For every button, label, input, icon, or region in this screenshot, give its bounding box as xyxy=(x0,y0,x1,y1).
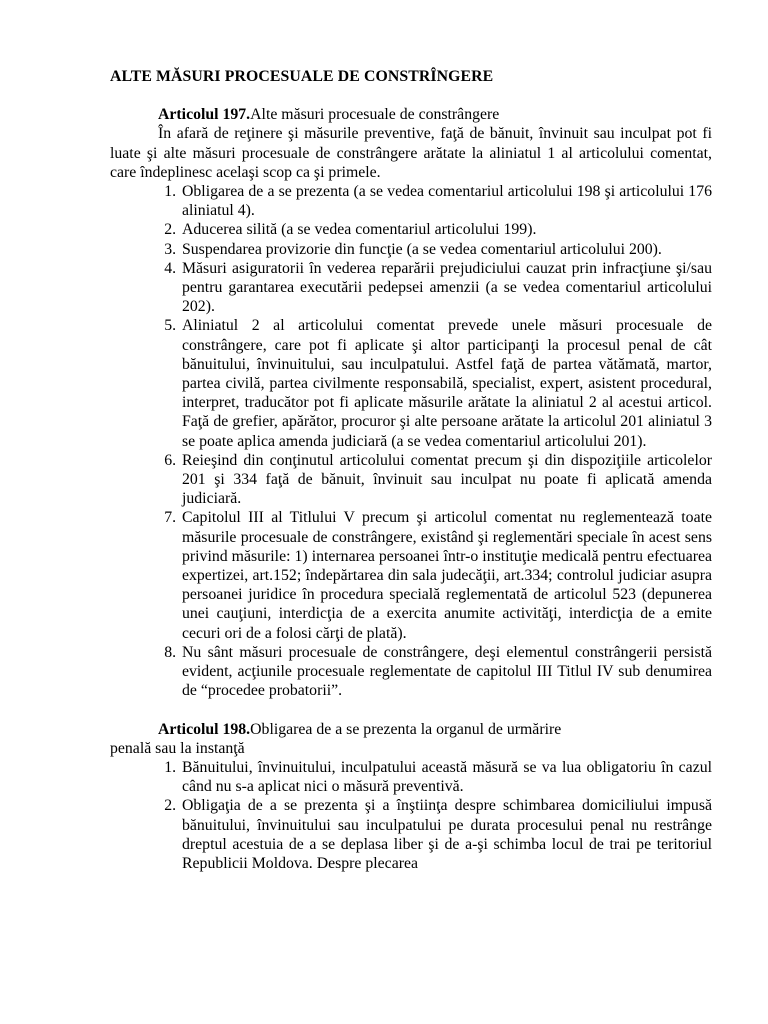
list-item: 4. Măsuri asiguratorii în vederea reparării prejudiciului cauzat prin infracţiune şi/sau pentru garantarea executării pedepsei amenzii (a se vedea comentariul articolului 202). xyxy=(180,259,712,317)
article-198-list xyxy=(110,758,712,873)
article-198-title-continuation: penală sau la instanţă xyxy=(110,739,245,757)
list-item: 1. Obligarea de a se prezenta (a se vedea comentariul articolului 198 şi articolului 176 aliniatul 4). xyxy=(180,182,712,220)
article-197-number: Articolul 197. xyxy=(158,106,251,124)
list-item: 3. Suspendarea provizorie din funcţie (a se vedea comentariul articolului 200). xyxy=(180,240,712,259)
list-item: 6. Reieşind din conţinutul articolului comentat precum şi din dispoziţiile articolelor 201 şi 334 faţă de bănuit, învinuit sau inculpat nu poate fi aplicată amenda judiciară. xyxy=(180,451,712,509)
article-197-list xyxy=(110,182,712,700)
list-item: 2. Aducerea silită (a se vedea comentariul articolului 199). xyxy=(180,220,712,239)
section-spacer xyxy=(110,701,712,720)
article-198-number: Articolul 198. xyxy=(158,720,251,738)
list-item: 2. Obligaţia de a se prezenta şi a înştiinţa despre schimbarea domiciliului impusă bănuitului, învinuitului sau inculpatului pe durata procesului penal nu restrânge dreptul acestuia de a se deplasa liber şi de a-şi schimba locul de trai pe teritoriul Republicii Moldova. Despre plecarea xyxy=(180,796,712,873)
article-198-title: Obligarea de a se prezenta la organul de urmărire xyxy=(250,720,562,738)
list-item: 8. Nu sânt măsuri procesuale de constrângere, deşi elementul constrângerii persistă evident, acţiunile procesuale reglementate de capitolul III Titlul IV sub denumirea de “procedee probatorii”. xyxy=(180,643,712,701)
list-item: 7. Capitolul III al Titlului V precum şi articolul comentat nu reglementează toate măsurile procesuale de constrângere, existând şi reglementări speciale în acest sens privind măsurile: 1) internarea persoanei într-o instituţie medicală pentru efectuarea expertizei, art.152; îndepărtarea din sala judecăţii, art.334; controlul judiciar asupra persoanei juridice în procedura specială reglementată de articolul 523 (depunerea unei cauţiuni, interdicţia de a exercita anumite activităţi, interdicţia de a emite cecuri ori de a folosi cărţi de plată). xyxy=(180,508,712,642)
document-title: ALTE MĂSURI PROCESUALE DE CONSTRÎNGERE xyxy=(110,68,494,85)
article-197-heading xyxy=(158,105,712,124)
article-197-intro: În afară de reţinere şi măsurile preventive, faţă de bănuit, învinuit sau inculpat pot fi luate şi alte măsuri procesuale de constrângere arătate la aliniatul 1 al articolului comentat, care îndeplinesc acelaşi scop ca şi primele. xyxy=(110,125,712,181)
list-item: 1. Bănuitului, învinuitului, inculpatului această măsură se va lua obligatoriu în cazul când nu s-a aplicat nici o măsură preventivă. xyxy=(180,758,712,796)
article-198-heading xyxy=(158,720,712,739)
article-197-title: Alte măsuri procesuale de constrângere xyxy=(250,106,500,124)
list-item: 5. Aliniatul 2 al articolului comentat prevede unele măsuri procesuale de constrângere, care pot fi aplicate şi altor participanţi la procesul penal de cât bănuitului, învinuitului, sau inculpatului. Astfel faţă de partea vătămată, martor, partea civilă, partea civilmente responsabilă, specialist, expert, asistent procedural, interpret, traducător pot fi aplicate măsurile arătate la aliniatul 2 al acestui articol. Faţă de grefier, apărător, procuror şi alte persoane arătate la articolul 201 aliniatul 3 se poate aplica amenda judiciară (a se vedea comentariul articolului 201). xyxy=(180,316,712,450)
